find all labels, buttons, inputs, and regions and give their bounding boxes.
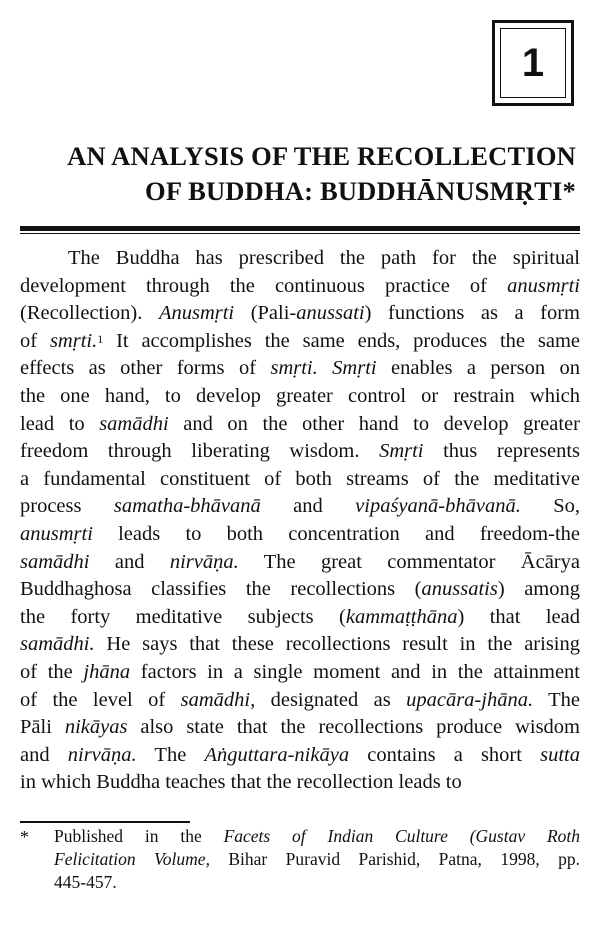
text-run: of bbox=[20, 329, 50, 352]
text-run: a fundamental constituent of both streams of the meditative bbox=[20, 467, 580, 490]
footnote bbox=[20, 825, 580, 894]
text-run: ) that lead bbox=[457, 605, 580, 628]
text-run: freedom through liberating wisdom. bbox=[20, 440, 380, 463]
italic-term: Anusmṛti bbox=[158, 302, 235, 325]
text-run: Bihar Puravid Parishid, Patna, 1998, pp. bbox=[209, 849, 580, 869]
italic-term: nirvāṇa. bbox=[67, 743, 137, 766]
footnote-marker: * bbox=[20, 827, 29, 847]
body-line bbox=[20, 604, 580, 632]
body-line bbox=[20, 411, 580, 439]
text-run: It accomplishes the same ends, produces the same bbox=[103, 329, 581, 352]
body-line bbox=[20, 631, 580, 659]
italic-term: anusmṛti bbox=[507, 274, 580, 297]
body-line bbox=[20, 521, 580, 549]
chapter-number: 1 bbox=[500, 28, 566, 98]
text-run: Pāli bbox=[20, 716, 65, 739]
text-run: in which Buddha teaches that the recollection leads to bbox=[20, 771, 462, 794]
text-run: (Recollection). bbox=[20, 302, 159, 325]
text-run: So, bbox=[520, 495, 580, 518]
text-run: He says that these recollections result in the arising bbox=[94, 633, 580, 656]
italic-term: anusmṛti bbox=[20, 522, 93, 545]
italic-term: jhāna bbox=[83, 660, 131, 683]
text-run: (Pali- bbox=[234, 302, 297, 325]
body-line bbox=[20, 549, 580, 577]
text-run: also state that the recollections produce wisdom bbox=[127, 716, 580, 739]
text-run: of the bbox=[20, 660, 84, 683]
title-rule-thick bbox=[20, 226, 580, 231]
body-line bbox=[20, 245, 580, 273]
italic-term: anussati bbox=[296, 302, 365, 325]
text-run: and bbox=[20, 743, 68, 766]
italic-term: samādhi. bbox=[20, 633, 95, 656]
text-run: factors in a single moment and in the attainment bbox=[130, 660, 581, 683]
italic-term: Aṅguttara-nikāya bbox=[204, 743, 350, 766]
italic-term: samādhi bbox=[99, 412, 169, 435]
italic-term: vipaśyanā-bhāvanā. bbox=[355, 495, 521, 518]
text-run: contains a short bbox=[349, 743, 541, 766]
text-run: lead to bbox=[20, 412, 100, 435]
body-line bbox=[20, 438, 580, 466]
chapter-title-line-2: OF BUDDHA: BUDDHĀNUSMṚTI* bbox=[145, 176, 576, 206]
italic-term: upacāra-jhāna. bbox=[406, 688, 534, 711]
body-line bbox=[20, 328, 580, 356]
italic-term: sutta bbox=[540, 743, 580, 766]
italic-term: kammaṭṭhāna bbox=[345, 605, 458, 628]
text-run: and bbox=[260, 495, 356, 518]
title-rule-thin bbox=[20, 233, 580, 234]
italic-term: anussatis bbox=[421, 578, 498, 601]
text-run: development through the continuous practice of bbox=[20, 274, 508, 297]
italic-term: Smṛti bbox=[379, 440, 424, 463]
italic-term: nirvāṇa. bbox=[169, 550, 239, 573]
text-run: The Buddha has prescribed the path for the spiritual bbox=[68, 247, 580, 269]
body-line bbox=[20, 300, 580, 328]
chapter-number-box bbox=[492, 20, 574, 106]
body-line bbox=[20, 659, 580, 687]
body-line bbox=[20, 273, 580, 301]
text-run: the one hand, to develop greater control or restrain which bbox=[20, 384, 580, 407]
footnote-line bbox=[54, 825, 580, 848]
body-line bbox=[20, 742, 580, 770]
text-run: Published in the bbox=[54, 826, 224, 846]
text-run: designated as bbox=[255, 688, 407, 711]
italic-term: Felicitation Volume, bbox=[54, 849, 210, 869]
text-run: Buddhaghosa classifies the recollections ( bbox=[20, 578, 422, 601]
text-run: effects as other forms of bbox=[20, 357, 271, 380]
italic-term: Facets of Indian Culture (Gustav Roth bbox=[223, 826, 581, 846]
footnote-text bbox=[54, 825, 580, 894]
text-run: and on the other hand to develop greater bbox=[168, 412, 580, 435]
body-paragraph bbox=[20, 245, 580, 797]
text-run: ) functions as a form bbox=[364, 302, 580, 325]
body-line bbox=[20, 769, 580, 797]
footnote-line bbox=[54, 848, 580, 871]
italic-term: smṛti. Smṛti bbox=[270, 357, 377, 380]
italic-term: samādhi bbox=[20, 550, 90, 573]
body-line bbox=[20, 576, 580, 604]
footnote-reference: 1 bbox=[97, 331, 104, 346]
text-run: leads to both concentration and freedom-the bbox=[92, 522, 580, 545]
text-run: The great commentator Ācārya bbox=[238, 550, 580, 573]
body-line bbox=[20, 687, 580, 715]
footnote-line bbox=[54, 871, 580, 894]
text-run: thus represents bbox=[423, 440, 580, 463]
body-line bbox=[20, 355, 580, 383]
text-run: The bbox=[533, 688, 580, 711]
italic-term: samādhi, bbox=[180, 688, 256, 711]
text-run: enables a person on bbox=[376, 357, 580, 380]
text-run: of the level of bbox=[20, 688, 181, 711]
body-line bbox=[20, 383, 580, 411]
text-run: The bbox=[136, 743, 205, 766]
footnote-rule bbox=[20, 821, 190, 823]
text-run: 445-457. bbox=[54, 872, 117, 892]
italic-term: samatha-bhāvanā bbox=[113, 495, 261, 518]
body-line bbox=[20, 493, 580, 521]
body-line bbox=[20, 714, 580, 742]
text-run: ) among bbox=[497, 578, 580, 601]
italic-term: smṛti. bbox=[49, 329, 98, 352]
text-run: and bbox=[89, 550, 170, 573]
chapter-title bbox=[20, 139, 576, 209]
text-run: the forty meditative subjects ( bbox=[20, 605, 346, 628]
italic-term: nikāyas bbox=[64, 716, 128, 739]
chapter-title-line-1: AN ANALYSIS OF THE RECOLLECTION bbox=[67, 141, 576, 171]
body-line bbox=[20, 466, 580, 494]
text-run: process bbox=[20, 495, 114, 518]
